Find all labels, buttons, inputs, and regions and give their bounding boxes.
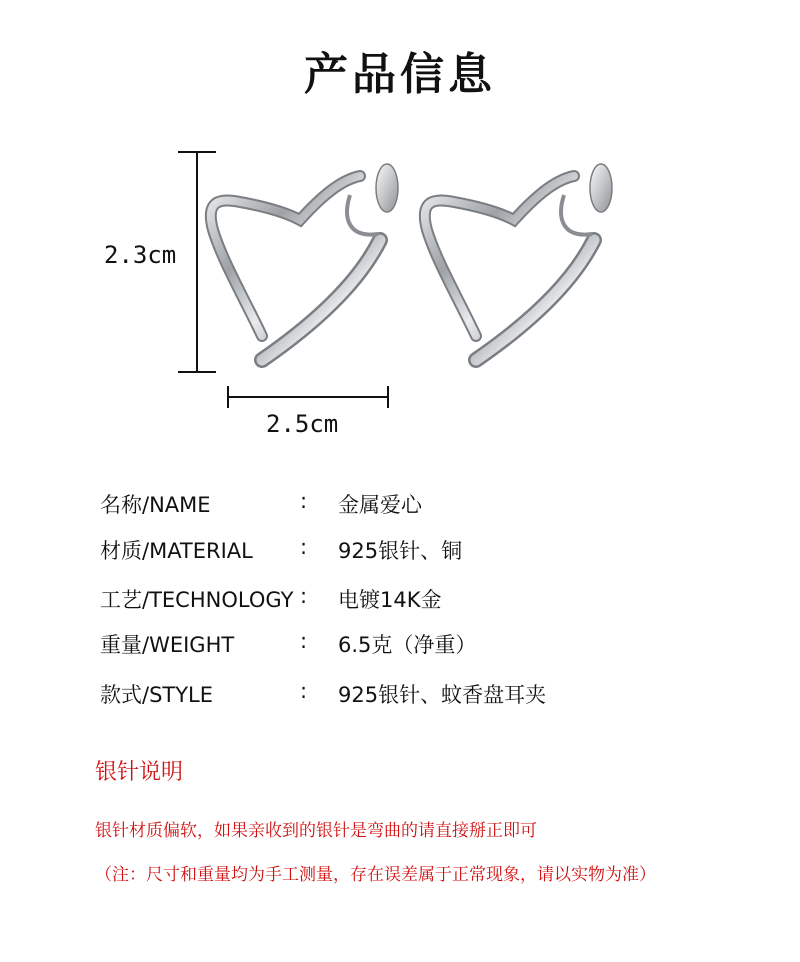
- product-figure: [0, 140, 800, 450]
- spec-colon: :: [300, 629, 308, 653]
- page-title: 产品信息: [304, 49, 496, 100]
- note-disclaimer: （注：尺寸和重量均为手工测量，存在误差属于正常现象，请以实物为准）: [95, 865, 656, 885]
- note-line: 银针材质偏软，如果亲收到的银针是弯曲的请直接掰正即可: [95, 821, 537, 841]
- width-dimension-line: [228, 386, 388, 408]
- spec-label: 工艺/TECHNOLOGY: [100, 588, 294, 612]
- spec-value: 金属爱心: [338, 493, 422, 517]
- spec-value: 925银针、蚊香盘耳夹: [338, 683, 547, 707]
- spec-colon: :: [300, 535, 308, 559]
- earrings-illustration: [0, 140, 800, 450]
- spec-value: 925银针、铜: [338, 539, 463, 563]
- width-label: 2.5cm: [266, 410, 339, 438]
- earring-right: [425, 164, 612, 360]
- spec-label: 材质/MATERIAL: [100, 539, 253, 563]
- spec-value: 电镀14K金: [338, 588, 442, 612]
- height-dimension-line: [178, 152, 216, 372]
- spec-colon: :: [300, 489, 308, 513]
- note-title: 银针说明: [95, 760, 184, 785]
- spec-label: 名称/NAME: [100, 493, 211, 517]
- spec-label: 重量/WEIGHT: [100, 633, 235, 657]
- spec-label: 款式/STYLE: [100, 683, 214, 707]
- spec-colon: :: [300, 679, 308, 703]
- spec-value: 6.5克（净重）: [338, 633, 477, 657]
- spec-colon: :: [300, 584, 308, 608]
- height-label: 2.3cm: [104, 241, 177, 269]
- earring-left: [211, 164, 398, 360]
